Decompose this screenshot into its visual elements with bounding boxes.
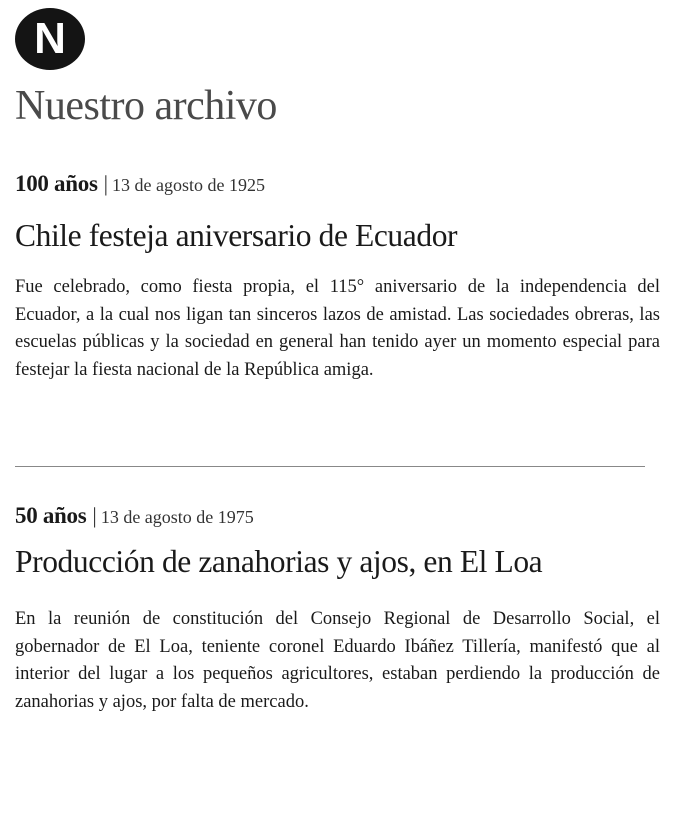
archive-article-100-years xyxy=(15,168,660,384)
article-body: Fue celebrado, como fiesta propia, el 115° aniversario de la independencia del Ecuador, a la cual nos ligan tan sinceros lazos de amistad. Las sociedades obreras, las escuelas públicas y la sociedad en general han tenido ayer un momento especial para festejar la fiesta nacional de la República amiga. xyxy=(15,277,660,380)
dateline-separator: | xyxy=(92,503,97,528)
archive-article-50-years xyxy=(15,500,660,716)
dateline xyxy=(15,500,660,532)
section-title: Nuestro archivo xyxy=(15,83,277,129)
original-date: 13 de agosto de 1975 xyxy=(100,507,254,527)
years-ago-label: 100 años xyxy=(15,171,98,196)
original-date: 13 de agosto de 1925 xyxy=(112,175,265,195)
dateline xyxy=(15,168,660,200)
article-body: En la reunión de constitución del Consejo Regional de Desarrollo Social, el gobernador de El Loa, teniente coronel Eduardo Ibáñez Tillería, manifestó que al interior del lugar a los pequeños agricultores, estaban perdiendo la producción de zanahorias y ajos, por falta de mercado. xyxy=(15,609,660,712)
article-headline: Producción de zanahorias y ajos, en El Loa xyxy=(15,544,543,579)
publication-logo: N xyxy=(15,8,85,70)
article-headline: Chile festeja aniversario de Ecuador xyxy=(15,218,458,253)
dateline-separator: | xyxy=(103,171,108,196)
years-ago-label: 50 años xyxy=(15,503,87,528)
article-divider xyxy=(15,466,645,467)
